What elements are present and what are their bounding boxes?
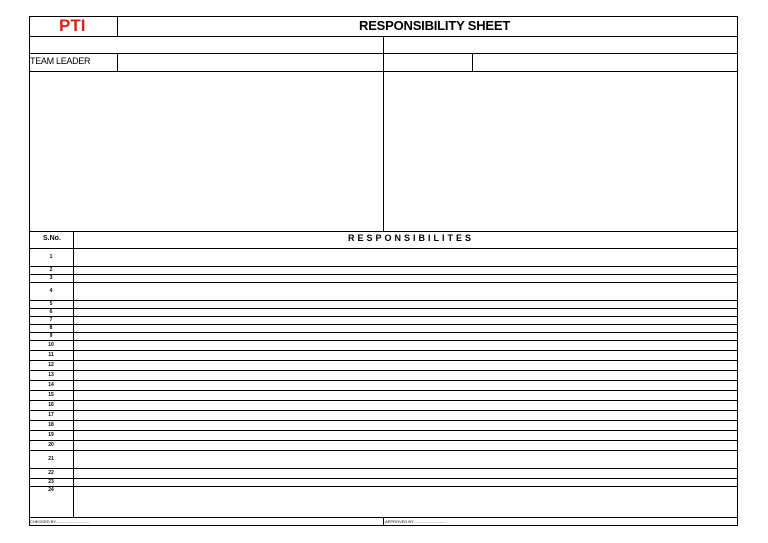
row-number: 18	[48, 422, 54, 428]
header-divider	[117, 16, 118, 36]
row-number: 12	[48, 362, 54, 368]
approved-by: APPROVED BY..............................	[385, 519, 447, 524]
row-number: 15	[48, 392, 54, 398]
row-number: 1	[49, 254, 53, 260]
team-leader-divider-2	[383, 53, 384, 71]
row-separator	[29, 390, 738, 391]
row-separator	[29, 420, 738, 421]
footer-divider	[383, 517, 384, 526]
row-separator	[29, 360, 738, 361]
row-number: 13	[48, 372, 54, 378]
row-separator	[29, 350, 738, 351]
row-number: 20	[48, 442, 54, 448]
row-separator	[29, 370, 738, 371]
blank-section-divider	[383, 71, 384, 231]
row-separator	[29, 486, 738, 487]
row-separator	[29, 274, 738, 275]
responsibility-sheet	[29, 16, 738, 526]
row-number: 21	[48, 456, 54, 462]
row-number: 17	[48, 412, 54, 418]
row-separator	[29, 410, 738, 411]
row-number: 8	[49, 325, 53, 331]
row-number: 7	[49, 317, 53, 323]
row-separator	[29, 324, 738, 325]
row-number: 10	[48, 342, 54, 348]
page-title: RESPONSIBILITY SHEET	[359, 18, 511, 33]
row-separator	[29, 450, 738, 451]
sno-column-divider	[73, 231, 74, 517]
row-number: 5	[49, 301, 53, 307]
row-number: 9	[49, 333, 53, 339]
row-separator	[29, 478, 738, 479]
row-separator	[29, 340, 738, 341]
row-number: 14	[48, 382, 54, 388]
blank-section-bottom-line	[29, 231, 738, 232]
row-separator	[29, 300, 738, 301]
row-separator	[29, 316, 738, 317]
pti-logo: PTI	[59, 16, 86, 35]
row-separator	[29, 400, 738, 401]
row-number: 11	[48, 352, 54, 358]
row-separator	[29, 332, 738, 333]
team-leader-divider-1	[117, 53, 118, 71]
row-number: 19	[48, 432, 54, 438]
row-separator	[29, 248, 738, 249]
row-number: 22	[48, 470, 54, 476]
row-separator	[29, 468, 738, 469]
row-number: 4	[49, 288, 53, 294]
row-separator	[29, 266, 738, 267]
checked-by: CHECKED BY..............................	[30, 519, 89, 524]
row-separator	[29, 282, 738, 283]
row-number: 3	[49, 275, 53, 281]
row-number: 16	[48, 402, 54, 408]
team-leader-label: TEAM LEADER	[30, 56, 91, 66]
row-number: 6	[49, 309, 53, 315]
row-separator	[29, 308, 738, 309]
row-number: 24	[48, 487, 54, 493]
row2-divider	[383, 36, 384, 53]
row-separator	[29, 430, 738, 431]
row-number: 23	[48, 479, 54, 485]
sno-header: S.No.	[43, 235, 61, 242]
row-separator	[29, 380, 738, 381]
row-separator	[29, 440, 738, 441]
responsibilities-header: RESPONSIBILITES	[348, 233, 475, 243]
team-leader-divider-3	[472, 53, 473, 71]
row-number: 2	[49, 267, 53, 273]
